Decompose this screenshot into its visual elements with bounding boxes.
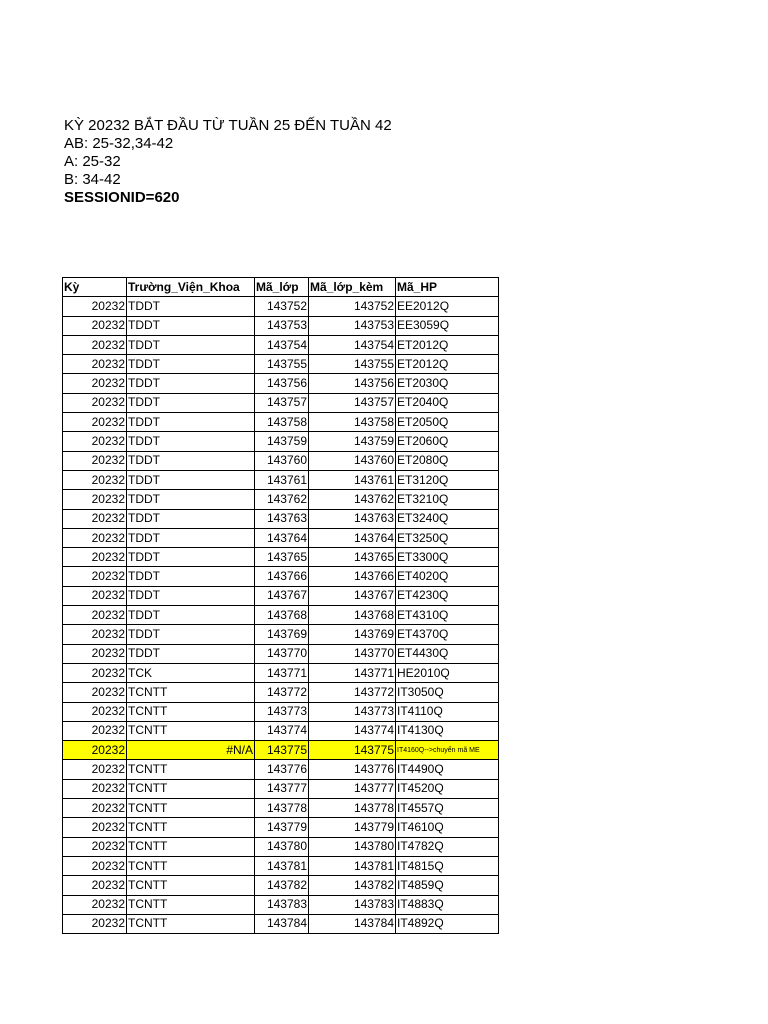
cell-ma-hp: ET4230Q bbox=[396, 586, 499, 605]
cell-ma-lop-kem: 143767 bbox=[309, 586, 396, 605]
column-header-ma-hp: Mã_HP bbox=[396, 278, 499, 297]
table-row bbox=[63, 818, 499, 837]
cell-ky: 20232 bbox=[63, 393, 127, 412]
cell-ma-lop-kem: 143770 bbox=[309, 644, 396, 663]
cell-ma-lop: 143767 bbox=[255, 586, 309, 605]
cell-ma-hp: ET3250Q bbox=[396, 528, 499, 547]
cell-ma-lop: 143765 bbox=[255, 548, 309, 567]
cell-truong-vien-khoa: TDDT bbox=[127, 644, 255, 663]
table-row bbox=[63, 895, 499, 914]
cell-ky: 20232 bbox=[63, 451, 127, 470]
cell-ma-hp: ET4430Q bbox=[396, 644, 499, 663]
cell-truong-vien-khoa: TCNTT bbox=[127, 779, 255, 798]
table-row bbox=[63, 779, 499, 798]
cell-ma-lop: 143766 bbox=[255, 567, 309, 586]
table-row bbox=[63, 567, 499, 586]
cell-ma-hp: ET2012Q bbox=[396, 335, 499, 354]
cell-ma-lop: 143754 bbox=[255, 335, 309, 354]
cell-ma-lop: 143763 bbox=[255, 509, 309, 528]
cell-truong-vien-khoa: TDDT bbox=[127, 432, 255, 451]
cell-truong-vien-khoa: TCNTT bbox=[127, 837, 255, 856]
cell-ma-lop-kem: 143763 bbox=[309, 509, 396, 528]
cell-ma-lop: 143773 bbox=[255, 702, 309, 721]
cell-truong-vien-khoa: TDDT bbox=[127, 509, 255, 528]
cell-ma-hp: ET3120Q bbox=[396, 470, 499, 489]
cell-ma-lop: 143784 bbox=[255, 914, 309, 933]
cell-ma-hp: IT4782Q bbox=[396, 837, 499, 856]
cell-ma-lop-kem: 143755 bbox=[309, 355, 396, 374]
cell-ma-lop-kem: 143775 bbox=[309, 741, 396, 760]
cell-ma-lop: 143768 bbox=[255, 606, 309, 625]
table-row bbox=[63, 355, 499, 374]
cell-ky: 20232 bbox=[63, 316, 127, 335]
cell-ky: 20232 bbox=[63, 760, 127, 779]
cell-truong-vien-khoa: TCNTT bbox=[127, 818, 255, 837]
cell-truong-vien-khoa: TCNTT bbox=[127, 683, 255, 702]
term-ab-weeks: AB: 25-32,34-42 bbox=[64, 135, 174, 152]
cell-ma-hp: ET3300Q bbox=[396, 548, 499, 567]
cell-truong-vien-khoa: TDDT bbox=[127, 490, 255, 509]
cell-ma-lop-kem: 143765 bbox=[309, 548, 396, 567]
cell-ma-lop-kem: 143753 bbox=[309, 316, 396, 335]
cell-ky: 20232 bbox=[63, 741, 127, 760]
cell-ma-lop: 143755 bbox=[255, 355, 309, 374]
cell-ma-lop: 143752 bbox=[255, 297, 309, 316]
cell-ky: 20232 bbox=[63, 721, 127, 740]
cell-ma-lop: 143775 bbox=[255, 741, 309, 760]
cell-ky: 20232 bbox=[63, 567, 127, 586]
cell-ma-lop-kem: 143776 bbox=[309, 760, 396, 779]
cell-truong-vien-khoa: TCK bbox=[127, 663, 255, 682]
cell-ma-lop-kem: 143758 bbox=[309, 413, 396, 432]
cell-ma-hp: ET2030Q bbox=[396, 374, 499, 393]
cell-ky: 20232 bbox=[63, 374, 127, 393]
table-row bbox=[63, 509, 499, 528]
cell-truong-vien-khoa: #N/A bbox=[127, 741, 255, 760]
cell-ma-hp: IT4610Q bbox=[396, 818, 499, 837]
cell-ky: 20232 bbox=[63, 432, 127, 451]
cell-ma-hp: ET3240Q bbox=[396, 509, 499, 528]
cell-ky: 20232 bbox=[63, 335, 127, 354]
cell-truong-vien-khoa: TCNTT bbox=[127, 914, 255, 933]
cell-ma-lop-kem: 143774 bbox=[309, 721, 396, 740]
table-row bbox=[63, 644, 499, 663]
table-header-row bbox=[63, 278, 499, 297]
cell-truong-vien-khoa: TDDT bbox=[127, 393, 255, 412]
cell-ma-hp: ET3210Q bbox=[396, 490, 499, 509]
column-header-ma-lop: Mã_lớp bbox=[255, 278, 309, 297]
cell-truong-vien-khoa: TCNTT bbox=[127, 702, 255, 721]
cell-ma-lop-kem: 143754 bbox=[309, 335, 396, 354]
cell-truong-vien-khoa: TDDT bbox=[127, 470, 255, 489]
cell-ma-hp: IT4892Q bbox=[396, 914, 499, 933]
cell-ma-lop: 143771 bbox=[255, 663, 309, 682]
table-row bbox=[63, 663, 499, 682]
session-id: SESSIONID=620 bbox=[64, 189, 180, 206]
cell-ma-hp: IT4130Q bbox=[396, 721, 499, 740]
table-row bbox=[63, 470, 499, 489]
table-row bbox=[63, 760, 499, 779]
table-row bbox=[63, 586, 499, 605]
table-row bbox=[63, 606, 499, 625]
cell-truong-vien-khoa: TDDT bbox=[127, 335, 255, 354]
cell-ma-hp: IT4883Q bbox=[396, 895, 499, 914]
cell-ma-hp: IT4557Q bbox=[396, 799, 499, 818]
cell-ky: 20232 bbox=[63, 644, 127, 663]
table-row bbox=[63, 316, 499, 335]
table-row bbox=[63, 914, 499, 933]
cell-ma-hp: ET2040Q bbox=[396, 393, 499, 412]
cell-ma-lop-kem: 143779 bbox=[309, 818, 396, 837]
table-row bbox=[63, 683, 499, 702]
cell-ma-lop-kem: 143768 bbox=[309, 606, 396, 625]
table-row bbox=[63, 799, 499, 818]
cell-ky: 20232 bbox=[63, 606, 127, 625]
table-row bbox=[63, 490, 499, 509]
cell-ma-hp: HE2010Q bbox=[396, 663, 499, 682]
table-row bbox=[63, 297, 499, 316]
cell-truong-vien-khoa: TCNTT bbox=[127, 876, 255, 895]
cell-ma-hp: IT4160Q-->chuyển mã ME bbox=[396, 741, 499, 760]
term-b-weeks: B: 34-42 bbox=[64, 171, 121, 188]
cell-truong-vien-khoa: TDDT bbox=[127, 625, 255, 644]
cell-ky: 20232 bbox=[63, 856, 127, 875]
class-table bbox=[62, 277, 499, 934]
cell-ma-hp: ET4370Q bbox=[396, 625, 499, 644]
cell-ma-lop-kem: 143781 bbox=[309, 856, 396, 875]
cell-ma-hp: IT4490Q bbox=[396, 760, 499, 779]
cell-ky: 20232 bbox=[63, 625, 127, 644]
cell-ma-lop-kem: 143773 bbox=[309, 702, 396, 721]
cell-ma-hp: IT4859Q bbox=[396, 876, 499, 895]
cell-ma-lop-kem: 143769 bbox=[309, 625, 396, 644]
cell-truong-vien-khoa: TCNTT bbox=[127, 856, 255, 875]
cell-ma-lop: 143760 bbox=[255, 451, 309, 470]
cell-ky: 20232 bbox=[63, 799, 127, 818]
table-row bbox=[63, 335, 499, 354]
cell-ky: 20232 bbox=[63, 586, 127, 605]
cell-ma-lop: 143756 bbox=[255, 374, 309, 393]
cell-truong-vien-khoa: TDDT bbox=[127, 413, 255, 432]
cell-ma-lop: 143783 bbox=[255, 895, 309, 914]
cell-ma-lop-kem: 143780 bbox=[309, 837, 396, 856]
cell-ma-lop: 143762 bbox=[255, 490, 309, 509]
term-title: KỲ 20232 BẮT ĐẦU TỪ TUẦN 25 ĐẾN TUẦN 42 bbox=[64, 117, 392, 134]
cell-ky: 20232 bbox=[63, 818, 127, 837]
table-row bbox=[63, 721, 499, 740]
cell-ma-lop: 143753 bbox=[255, 316, 309, 335]
cell-ky: 20232 bbox=[63, 548, 127, 567]
cell-ma-lop: 143769 bbox=[255, 625, 309, 644]
table-row bbox=[63, 374, 499, 393]
cell-ma-lop-kem: 143777 bbox=[309, 779, 396, 798]
cell-ky: 20232 bbox=[63, 355, 127, 374]
cell-ma-lop-kem: 143782 bbox=[309, 876, 396, 895]
cell-ma-hp: IT4815Q bbox=[396, 856, 499, 875]
cell-ma-hp: ET2050Q bbox=[396, 413, 499, 432]
cell-ma-hp: ET2060Q bbox=[396, 432, 499, 451]
cell-ma-hp: ET2080Q bbox=[396, 451, 499, 470]
cell-ky: 20232 bbox=[63, 702, 127, 721]
cell-ky: 20232 bbox=[63, 490, 127, 509]
column-header-truong-vien-khoa: Trường_Viện_Khoa bbox=[127, 278, 255, 297]
cell-ky: 20232 bbox=[63, 509, 127, 528]
cell-ma-lop: 143761 bbox=[255, 470, 309, 489]
cell-truong-vien-khoa: TDDT bbox=[127, 586, 255, 605]
cell-ky: 20232 bbox=[63, 779, 127, 798]
term-a-weeks: A: 25-32 bbox=[64, 153, 121, 170]
cell-ma-lop: 143778 bbox=[255, 799, 309, 818]
cell-ma-hp: IT3050Q bbox=[396, 683, 499, 702]
cell-truong-vien-khoa: TDDT bbox=[127, 528, 255, 547]
table-row bbox=[63, 413, 499, 432]
cell-truong-vien-khoa: TDDT bbox=[127, 451, 255, 470]
cell-ky: 20232 bbox=[63, 895, 127, 914]
cell-ma-hp: ET4020Q bbox=[396, 567, 499, 586]
document-header bbox=[64, 117, 392, 207]
table-row bbox=[63, 741, 499, 760]
cell-ma-lop-kem: 143772 bbox=[309, 683, 396, 702]
cell-ma-lop-kem: 143761 bbox=[309, 470, 396, 489]
cell-ma-hp: IT4520Q bbox=[396, 779, 499, 798]
cell-truong-vien-khoa: TDDT bbox=[127, 548, 255, 567]
cell-truong-vien-khoa: TCNTT bbox=[127, 895, 255, 914]
cell-ma-lop-kem: 143762 bbox=[309, 490, 396, 509]
cell-truong-vien-khoa: TDDT bbox=[127, 567, 255, 586]
cell-ma-lop-kem: 143771 bbox=[309, 663, 396, 682]
cell-ma-lop: 143782 bbox=[255, 876, 309, 895]
cell-ky: 20232 bbox=[63, 914, 127, 933]
cell-truong-vien-khoa: TDDT bbox=[127, 374, 255, 393]
cell-truong-vien-khoa: TCNTT bbox=[127, 721, 255, 740]
cell-ma-lop-kem: 143759 bbox=[309, 432, 396, 451]
cell-ky: 20232 bbox=[63, 876, 127, 895]
table-row bbox=[63, 393, 499, 412]
cell-ma-hp: EE2012Q bbox=[396, 297, 499, 316]
cell-ma-lop-kem: 143756 bbox=[309, 374, 396, 393]
cell-truong-vien-khoa: TCNTT bbox=[127, 760, 255, 779]
table-row bbox=[63, 625, 499, 644]
cell-truong-vien-khoa: TDDT bbox=[127, 316, 255, 335]
cell-ma-hp: ET4310Q bbox=[396, 606, 499, 625]
cell-ma-lop-kem: 143764 bbox=[309, 528, 396, 547]
cell-ky: 20232 bbox=[63, 528, 127, 547]
cell-ky: 20232 bbox=[63, 470, 127, 489]
cell-ma-lop: 143777 bbox=[255, 779, 309, 798]
cell-ma-lop: 143772 bbox=[255, 683, 309, 702]
cell-ma-lop: 143774 bbox=[255, 721, 309, 740]
cell-ma-lop-kem: 143778 bbox=[309, 799, 396, 818]
cell-ky: 20232 bbox=[63, 837, 127, 856]
table-row bbox=[63, 856, 499, 875]
cell-truong-vien-khoa: TCNTT bbox=[127, 799, 255, 818]
cell-ma-lop-kem: 143752 bbox=[309, 297, 396, 316]
table-row bbox=[63, 548, 499, 567]
cell-ma-lop: 143764 bbox=[255, 528, 309, 547]
cell-ma-lop: 143776 bbox=[255, 760, 309, 779]
cell-ma-hp: IT4110Q bbox=[396, 702, 499, 721]
cell-ma-lop-kem: 143784 bbox=[309, 914, 396, 933]
cell-ma-lop: 143781 bbox=[255, 856, 309, 875]
table-row bbox=[63, 528, 499, 547]
cell-ky: 20232 bbox=[63, 413, 127, 432]
cell-ma-lop: 143779 bbox=[255, 818, 309, 837]
cell-ma-lop-kem: 143757 bbox=[309, 393, 396, 412]
table-row bbox=[63, 432, 499, 451]
cell-truong-vien-khoa: TDDT bbox=[127, 606, 255, 625]
cell-ma-lop: 143780 bbox=[255, 837, 309, 856]
cell-ma-hp: ET2012Q bbox=[396, 355, 499, 374]
table-row bbox=[63, 837, 499, 856]
table-body bbox=[63, 297, 499, 934]
cell-ma-hp: EE3059Q bbox=[396, 316, 499, 335]
cell-ma-lop: 143759 bbox=[255, 432, 309, 451]
table-row bbox=[63, 702, 499, 721]
table-row bbox=[63, 451, 499, 470]
cell-truong-vien-khoa: TDDT bbox=[127, 297, 255, 316]
cell-ma-lop-kem: 143760 bbox=[309, 451, 396, 470]
cell-ma-lop-kem: 143783 bbox=[309, 895, 396, 914]
cell-truong-vien-khoa: TDDT bbox=[127, 355, 255, 374]
cell-ky: 20232 bbox=[63, 683, 127, 702]
cell-ky: 20232 bbox=[63, 297, 127, 316]
cell-ma-lop: 143757 bbox=[255, 393, 309, 412]
cell-ky: 20232 bbox=[63, 663, 127, 682]
cell-ma-lop: 143770 bbox=[255, 644, 309, 663]
column-header-ky: Kỳ bbox=[63, 278, 127, 297]
cell-ma-lop: 143758 bbox=[255, 413, 309, 432]
cell-ma-lop-kem: 143766 bbox=[309, 567, 396, 586]
table-row bbox=[63, 876, 499, 895]
column-header-ma-lop-kem: Mã_lớp_kèm bbox=[309, 278, 396, 297]
